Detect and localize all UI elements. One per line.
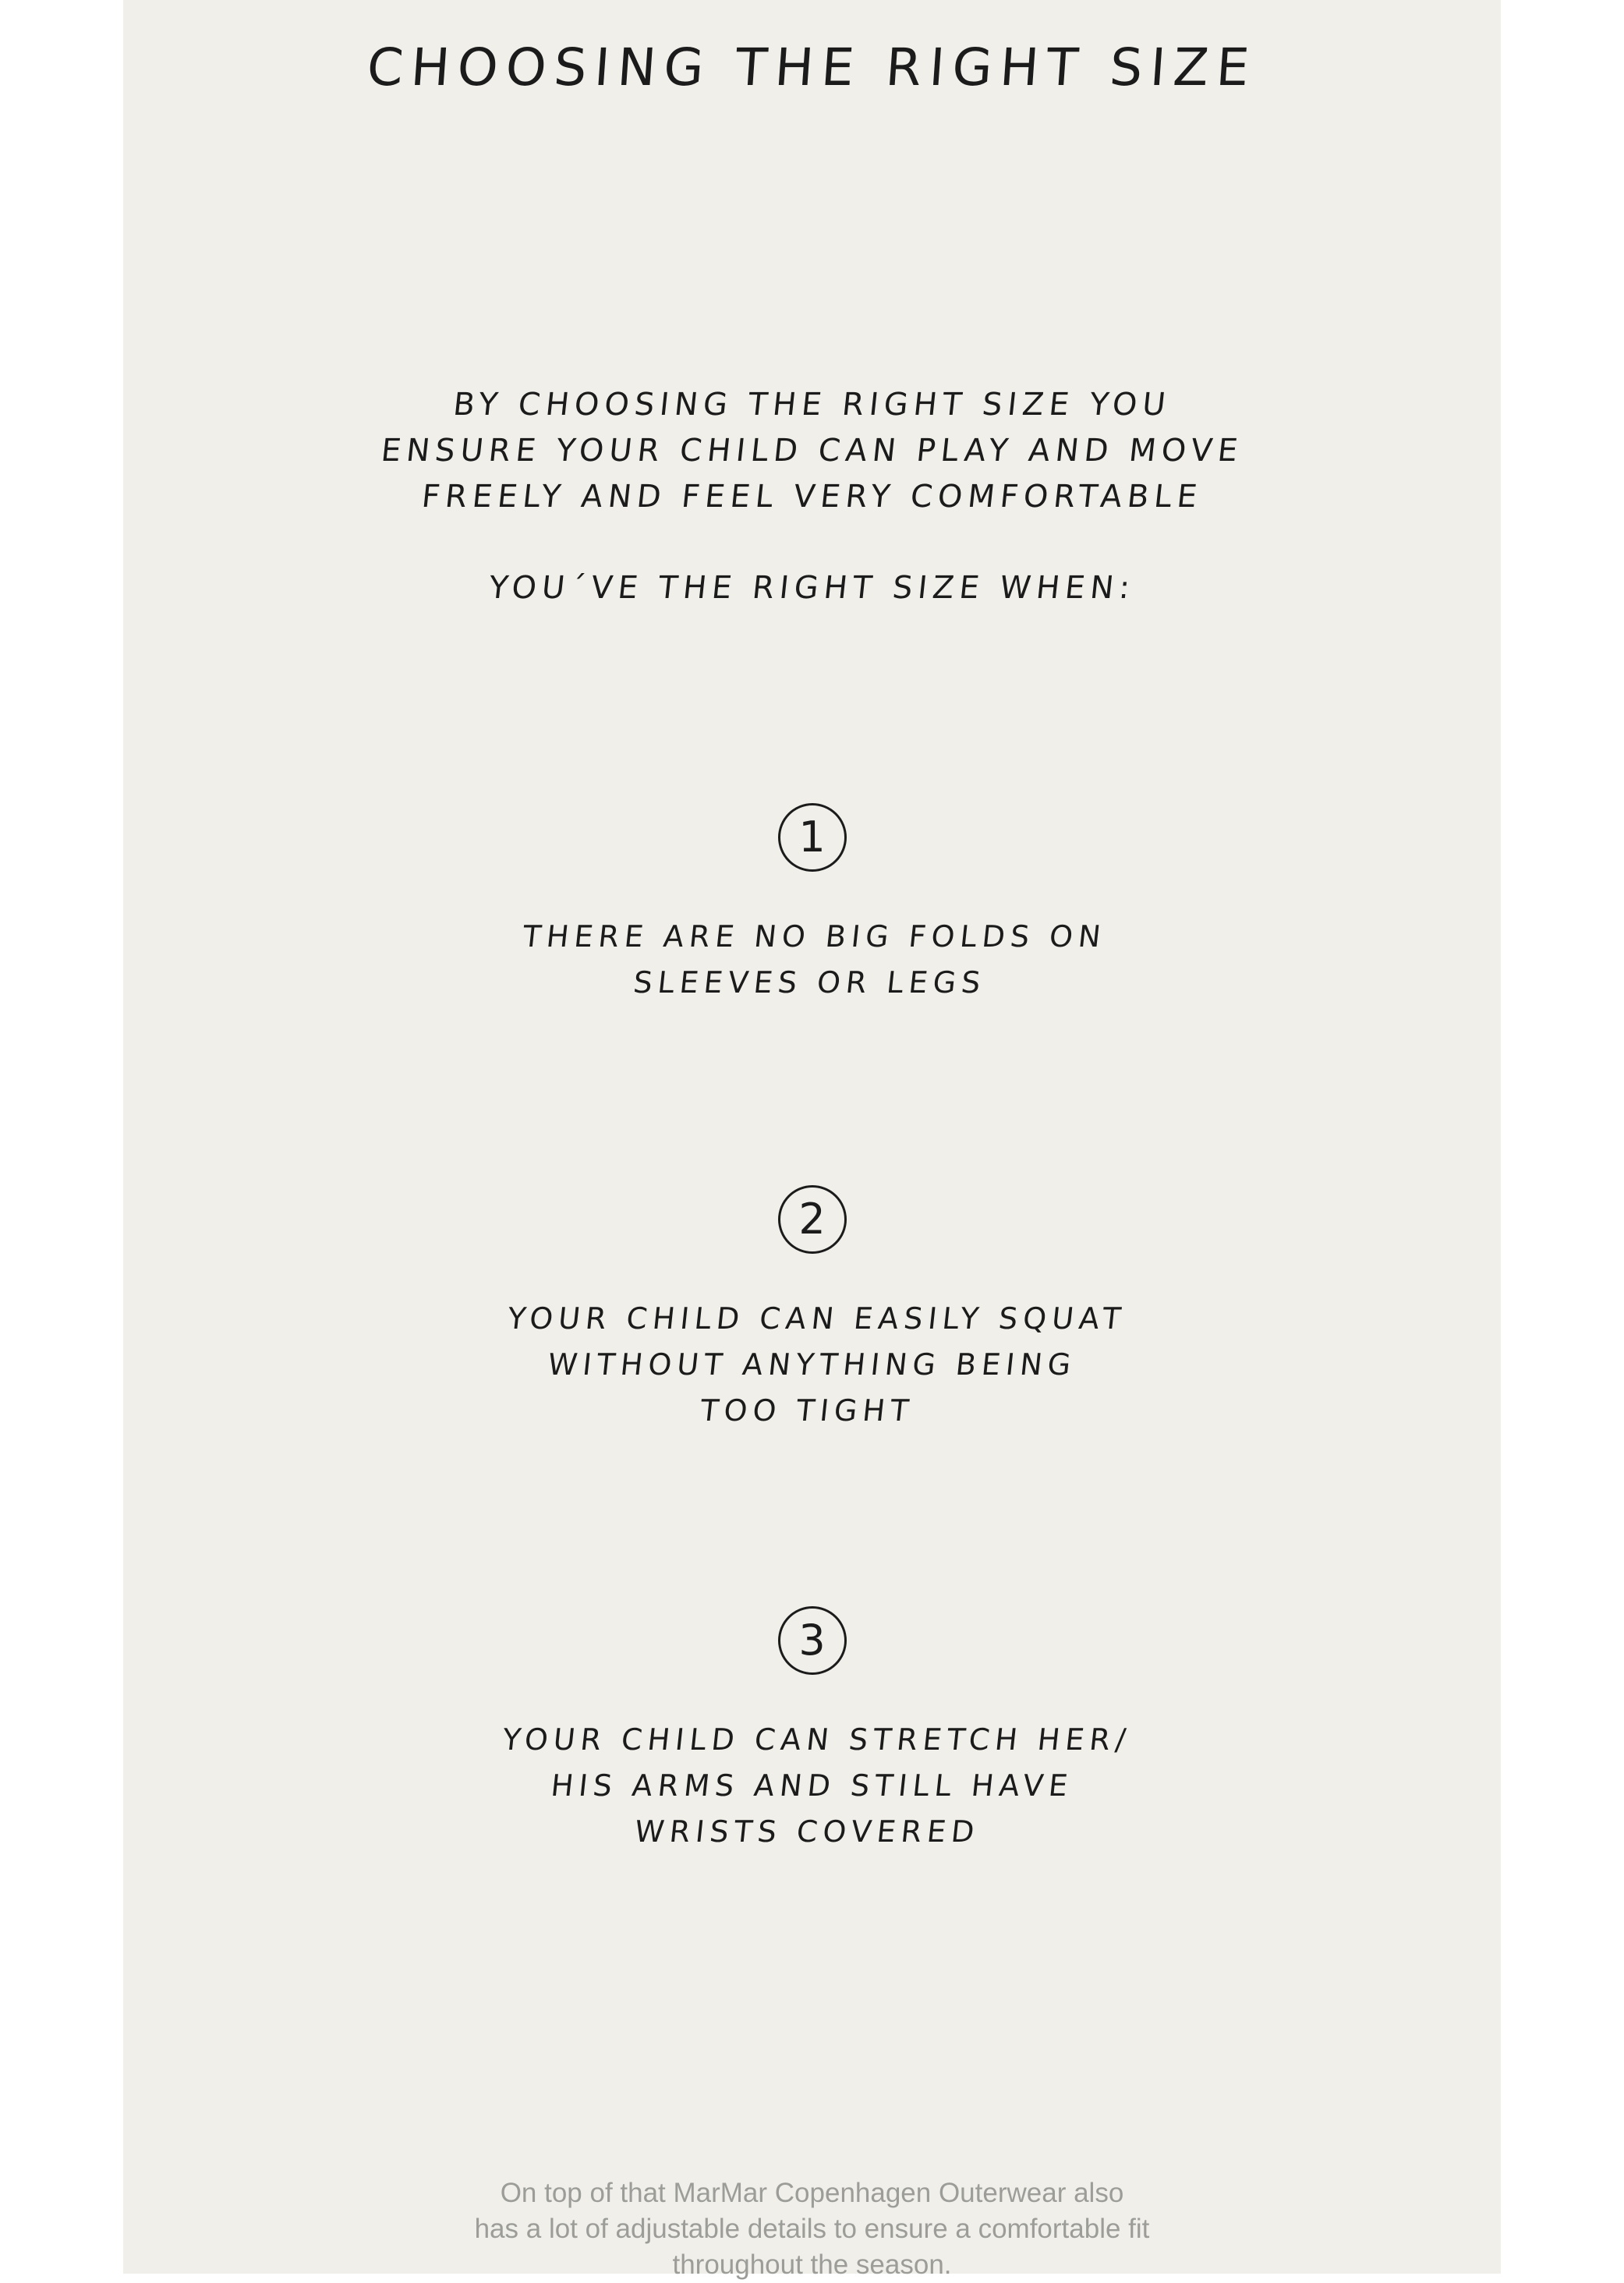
step-item xyxy=(123,1606,1501,1855)
step-text-line: SLEEVES OR LEGS xyxy=(632,965,988,1000)
footer-line: has a lot of adjustable details to ensure a comfortable fit xyxy=(474,2214,1150,2244)
step-text-line: YOUR CHILD CAN STRETCH HER/ xyxy=(501,1722,1134,1757)
page-title: CHOOSING THE RIGHT SIZE xyxy=(365,37,1259,97)
step-text-line: HIS ARMS AND STILL HAVE xyxy=(549,1768,1075,1803)
step-text xyxy=(116,1296,1509,1434)
step-text xyxy=(119,914,1505,1006)
intro-line-1: BY CHOOSING THE RIGHT SIZE YOU xyxy=(451,387,1173,423)
content-wrapper xyxy=(123,0,1501,2280)
footer-line: throughout the season. xyxy=(672,2249,952,2280)
intro-line-2: ENSURE YOUR CHILD CAN PLAY AND MOVE xyxy=(379,433,1245,469)
step-item xyxy=(123,1185,1501,1434)
step-number-badge: 2 xyxy=(778,1185,847,1254)
footer-line: On top of that MarMar Copenhagen Outerwear also xyxy=(500,2178,1124,2208)
intro-subheading: YOU´VE THE RIGHT SIZE WHEN: xyxy=(486,570,1138,606)
step-text-line: WITHOUT ANYTHING BEING xyxy=(546,1347,1078,1382)
step-text-line: TOO TIGHT xyxy=(699,1393,916,1428)
step-number-badge: 3 xyxy=(778,1606,847,1675)
footer-note xyxy=(123,2175,1501,2283)
content-panel xyxy=(123,0,1501,2280)
intro-line-3: FREELY AND FEEL VERY COMFORTABLE xyxy=(419,479,1205,515)
step-text-line: THERE ARE NO BIG FOLDS ON xyxy=(521,919,1108,954)
intro-block xyxy=(123,382,1501,611)
intro-spacer xyxy=(123,520,1501,565)
step-text-line: YOUR CHILD CAN EASILY SQUAT xyxy=(505,1301,1128,1336)
step-number-badge: 1 xyxy=(778,803,847,872)
step-text xyxy=(116,1717,1509,1855)
step-item xyxy=(123,803,1501,1006)
step-text-line: WRISTS COVERED xyxy=(632,1814,982,1849)
